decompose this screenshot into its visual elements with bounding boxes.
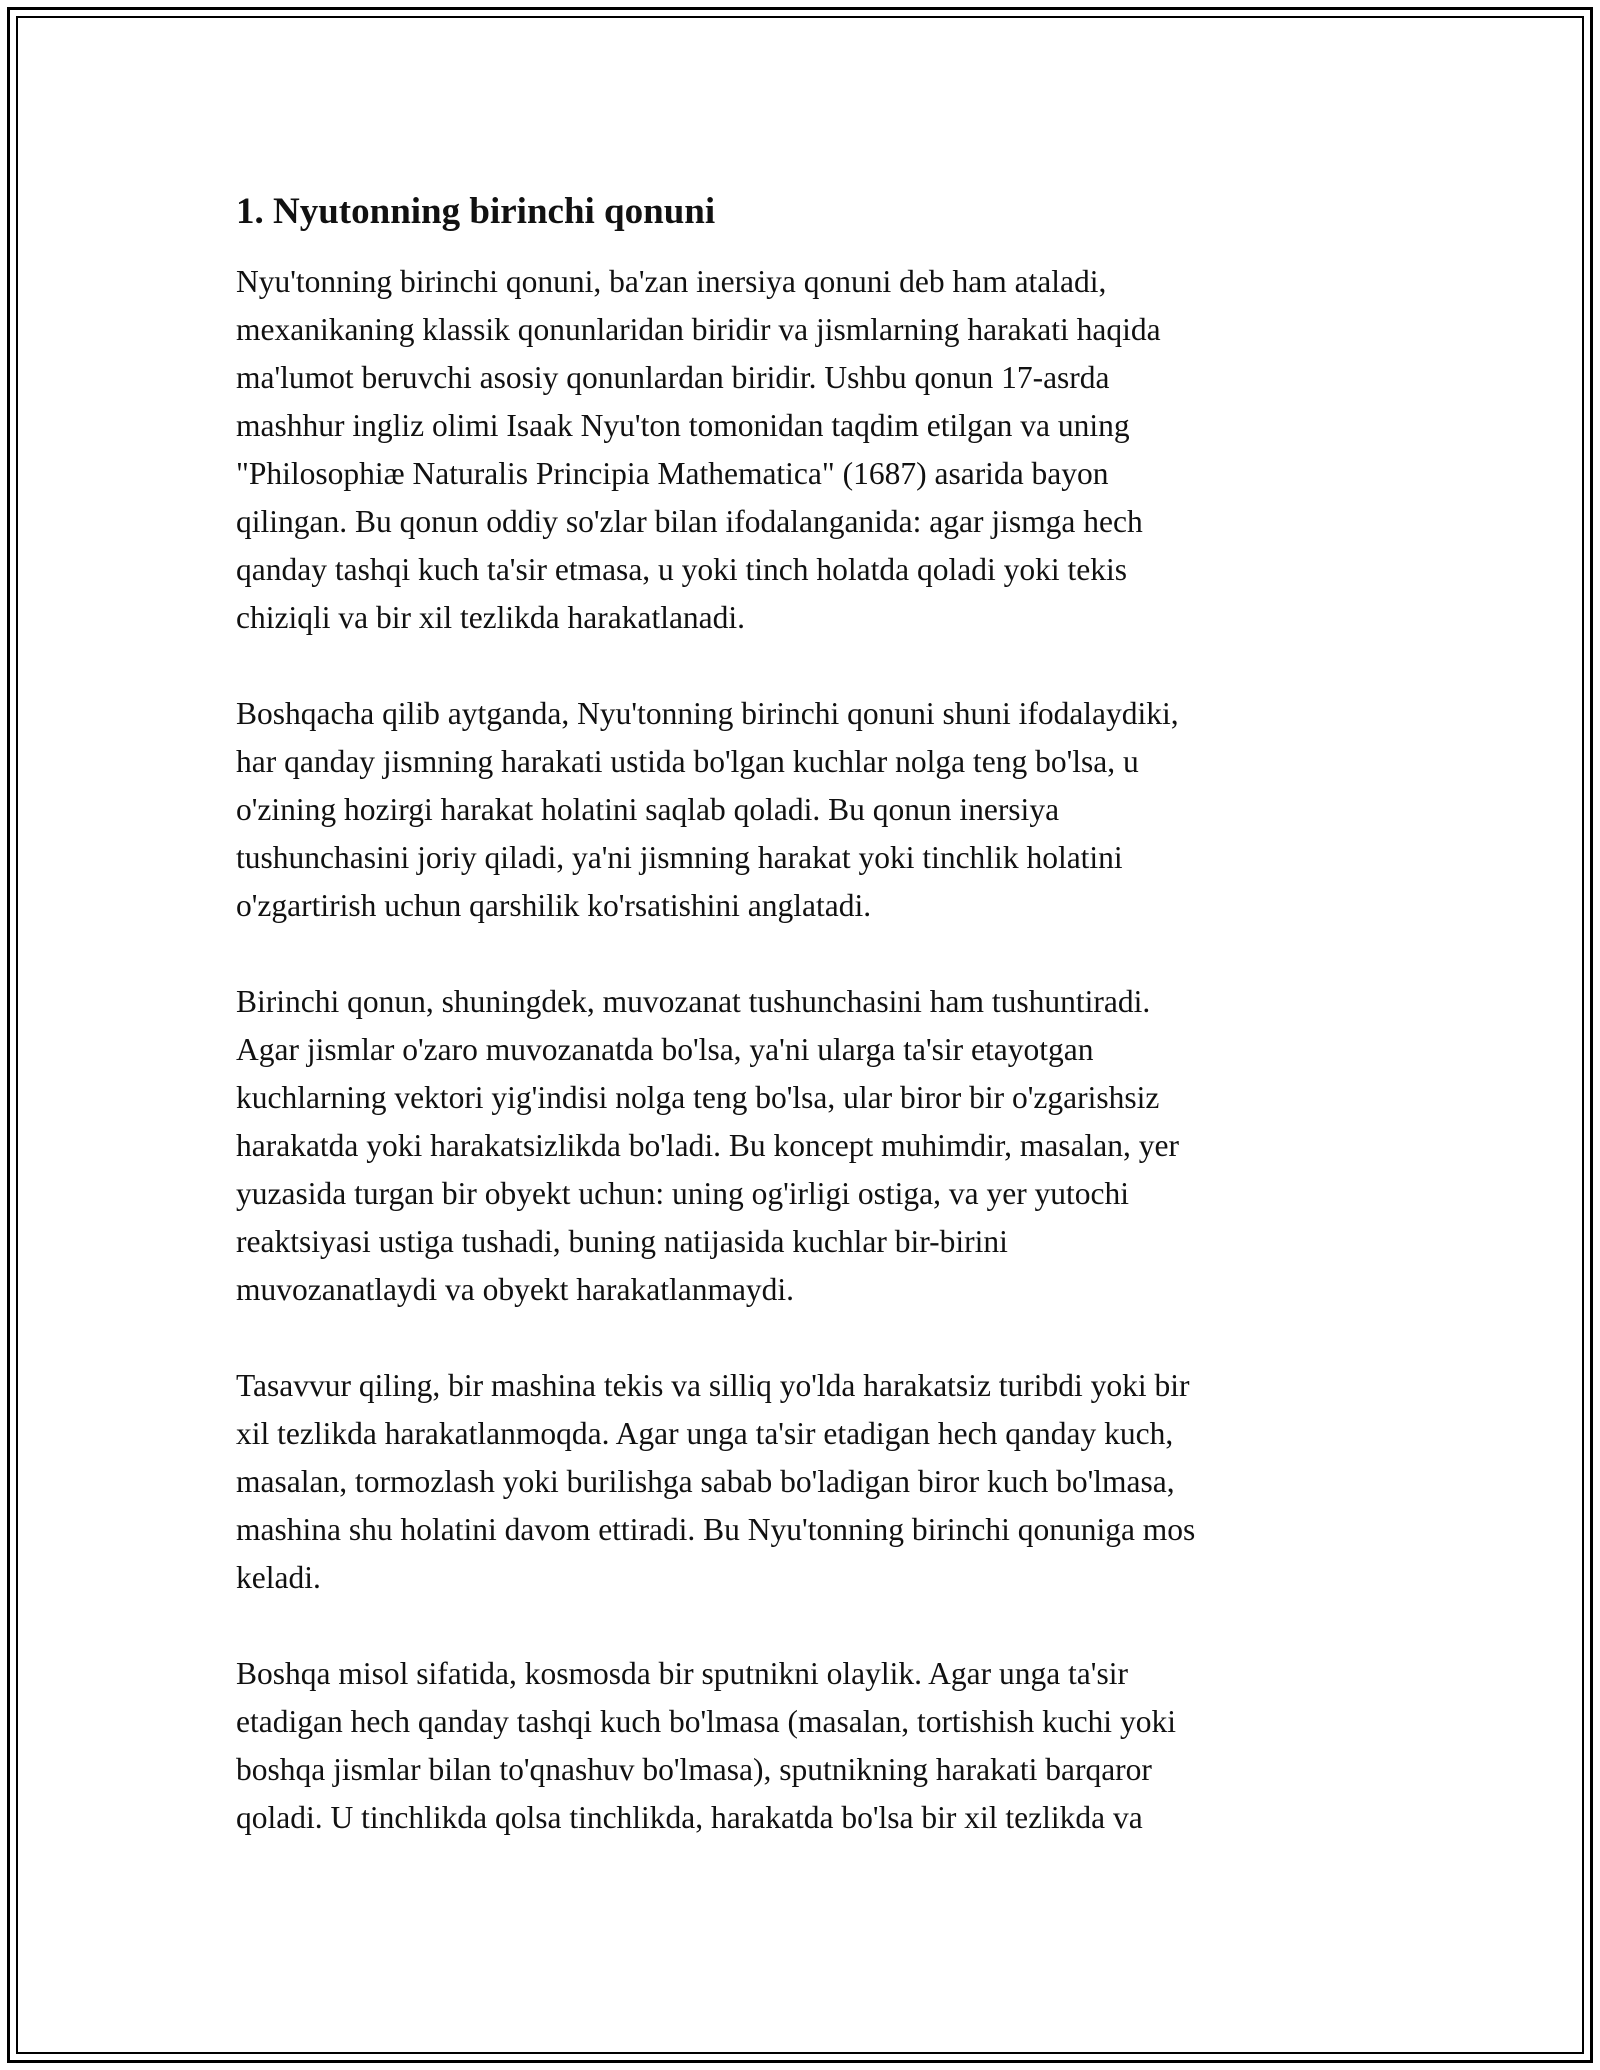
paragraph-line: kuchlarning vektori yig'indisi nolga teng bo'lsa, ular biror bir o'zgarishsiz — [236, 1080, 1160, 1115]
paragraph-line: mashina shu holatini davom ettiradi. Bu Nyu'tonning birinchi qonuniga mos — [236, 1512, 1196, 1547]
paragraph-line: muvozanatlaydi va obyekt harakatlanmaydi. — [236, 1272, 795, 1307]
paragraph-line: Nyu'tonning birinchi qonuni, ba'zan inersiya qonuni deb ham ataladi, — [236, 264, 1107, 299]
paragraph-line: Agar jismlar o'zaro muvozanatda bo'lsa, ya'ni ularga ta'sir etayotgan — [236, 1032, 1094, 1067]
paragraph-2 — [236, 690, 1364, 930]
paragraph-line: ma'lumot beruvchi asosiy qonunlardan biridir. Ushbu qonun 17-asrda — [236, 360, 1110, 395]
paragraph-line: mashhur ingliz olimi Isaak Nyu'ton tomonidan taqdim etilgan va uning — [236, 408, 1130, 443]
paragraph-line: mexanikaning klassik qonunlaridan biridir va jismlarning harakati haqida — [236, 312, 1161, 347]
paragraph-line: reaktsiyasi ustiga tushadi, buning natijasida kuchlar bir-birini — [236, 1224, 1008, 1259]
paragraph-line: o'zgartirish uchun qarshilik ko'rsatishini anglatadi. — [236, 888, 872, 923]
paragraph-line: qanday tashqi kuch ta'sir etmasa, u yoki tinch holatda qoladi yoki tekis — [236, 552, 1127, 587]
document-body — [236, 188, 1364, 1890]
paragraph-line: o'zining hozirgi harakat holatini saqlab qoladi. Bu qonun inersiya — [236, 792, 1060, 827]
paragraph-line: yuzasida turgan bir obyekt uchun: uning og'irligi ostiga, va yer yutochi — [236, 1176, 1130, 1211]
paragraph-line: tushunchasini joriy qiladi, ya'ni jismning harakat yoki tinchlik holatini — [236, 840, 1123, 875]
section-heading: 1. Nyutonning birinchi qonuni — [236, 191, 716, 232]
paragraph-1 — [236, 258, 1364, 642]
paragraph-line: Birinchi qonun, shuningdek, muvozanat tushunchasini ham tushuntiradi. — [236, 984, 1151, 1019]
paragraph-line: boshqa jismlar bilan to'qnashuv bo'lmasa), sputnikning harakati barqaror — [236, 1752, 1152, 1787]
paragraph-line: harakatda yoki harakatsizlikda bo'ladi. Bu koncept muhimdir, masalan, yer — [236, 1128, 1180, 1163]
paragraph-3 — [236, 978, 1364, 1314]
paragraph-line: chiziqli va bir xil tezlikda harakatlanadi. — [236, 600, 746, 635]
paragraph-line: Boshqa misol sifatida, kosmosda bir sputnikni olaylik. Agar unga ta'sir — [236, 1656, 1128, 1691]
paragraph-line: Boshqacha qilib aytganda, Nyu'tonning birinchi qonuni shuni ifodalaydiki, — [236, 696, 1179, 731]
paragraph-line: etadigan hech qanday tashqi kuch bo'lmasa (masalan, tortishish kuchi yoki — [236, 1704, 1176, 1739]
paragraph-5 — [236, 1650, 1364, 1842]
paragraph-line: har qanday jismning harakati ustida bo'lgan kuchlar nolga teng bo'lsa, u — [236, 744, 1139, 779]
paragraph-line: qoladi. U tinchlikda qolsa tinchlikda, harakatda bo'lsa bir xil tezlikda va — [236, 1800, 1143, 1835]
paragraph-line: Tasavvur qiling, bir mashina tekis va silliq yo'lda harakatsiz turibdi yoki bir — [236, 1368, 1190, 1403]
paragraph-4 — [236, 1362, 1364, 1602]
paragraph-line: qilingan. Bu qonun oddiy so'zlar bilan ifodalanganida: agar jismga hech — [236, 504, 1143, 539]
paragraph-line: masalan, tormozlash yoki burilishga sabab bo'ladigan biror kuch bo'lmasa, — [236, 1464, 1175, 1499]
paragraph-line: "Philosophiæ Naturalis Principia Mathematica" (1687) asarida bayon — [236, 456, 1109, 491]
paragraph-line: keladi. — [236, 1560, 321, 1595]
paragraph-line: xil tezlikda harakatlanmoqda. Agar unga ta'sir etadigan hech qanday kuch, — [236, 1416, 1174, 1451]
